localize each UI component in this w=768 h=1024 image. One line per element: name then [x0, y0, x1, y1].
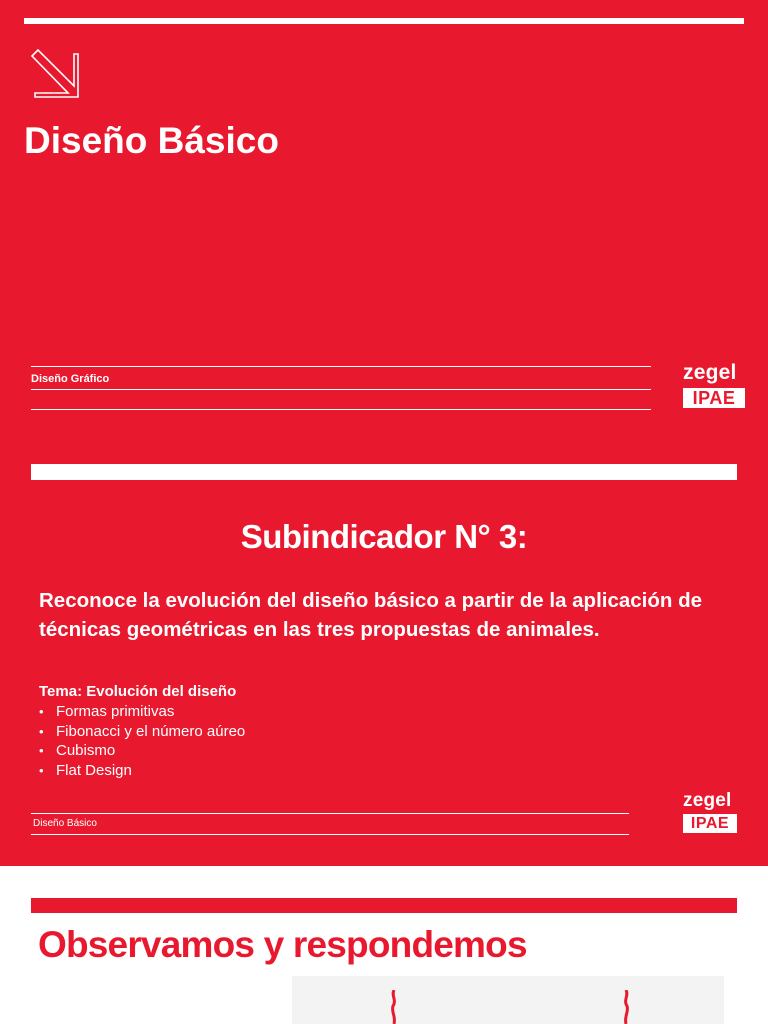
illustration-image [292, 976, 724, 1024]
divider-line [31, 366, 651, 367]
bullet-icon: • [39, 723, 44, 739]
list-item: • Formas primitivas [39, 703, 175, 720]
arrow-down-right-icon [30, 48, 80, 100]
divider-line [31, 409, 651, 410]
zegel-ipae-logo [683, 791, 739, 833]
course-label: Diseño Gráfico [31, 373, 110, 385]
course-label: Diseño Básico [33, 818, 97, 829]
list-item: • Flat Design [39, 761, 132, 779]
top-accent-bar [31, 464, 737, 480]
topic-list [39, 702, 245, 780]
top-accent-bar [24, 18, 744, 24]
presentation-title: Diseño Básico [24, 120, 279, 161]
illustration-stroke [390, 990, 398, 1024]
logo-ipae-text: IPAE [683, 388, 745, 408]
slide-title: Observamos y respondemos [38, 924, 527, 965]
bullet-icon: • [39, 762, 44, 778]
bullet-icon: • [39, 704, 44, 719]
logo-zegel-text: zegel [683, 361, 737, 384]
zegel-ipae-logo [683, 362, 747, 408]
slide-cover [0, 0, 768, 444]
subindicador-heading: Subindicador N° 3: [240, 518, 528, 555]
topic-title: Tema: Evolución del diseño [39, 683, 237, 700]
slide-subindicador [0, 444, 768, 866]
divider-line [31, 389, 651, 390]
list-item: • Fibonacci y el número aúreo [39, 722, 246, 740]
divider-line [31, 813, 629, 814]
logo-ipae-text: IPAE [683, 814, 737, 833]
top-accent-bar [31, 898, 737, 913]
subindicador-description: Reconoce la evolución del diseño básico a partir de la aplicación de técnicas geométricas en las tres propuestas de animales. [39, 589, 703, 641]
list-item: • Cubismo [39, 742, 116, 759]
bullet-icon: • [39, 743, 44, 758]
logo-zegel-text: zegel [683, 790, 732, 811]
divider-line [31, 834, 629, 835]
illustration-stroke [622, 990, 630, 1024]
